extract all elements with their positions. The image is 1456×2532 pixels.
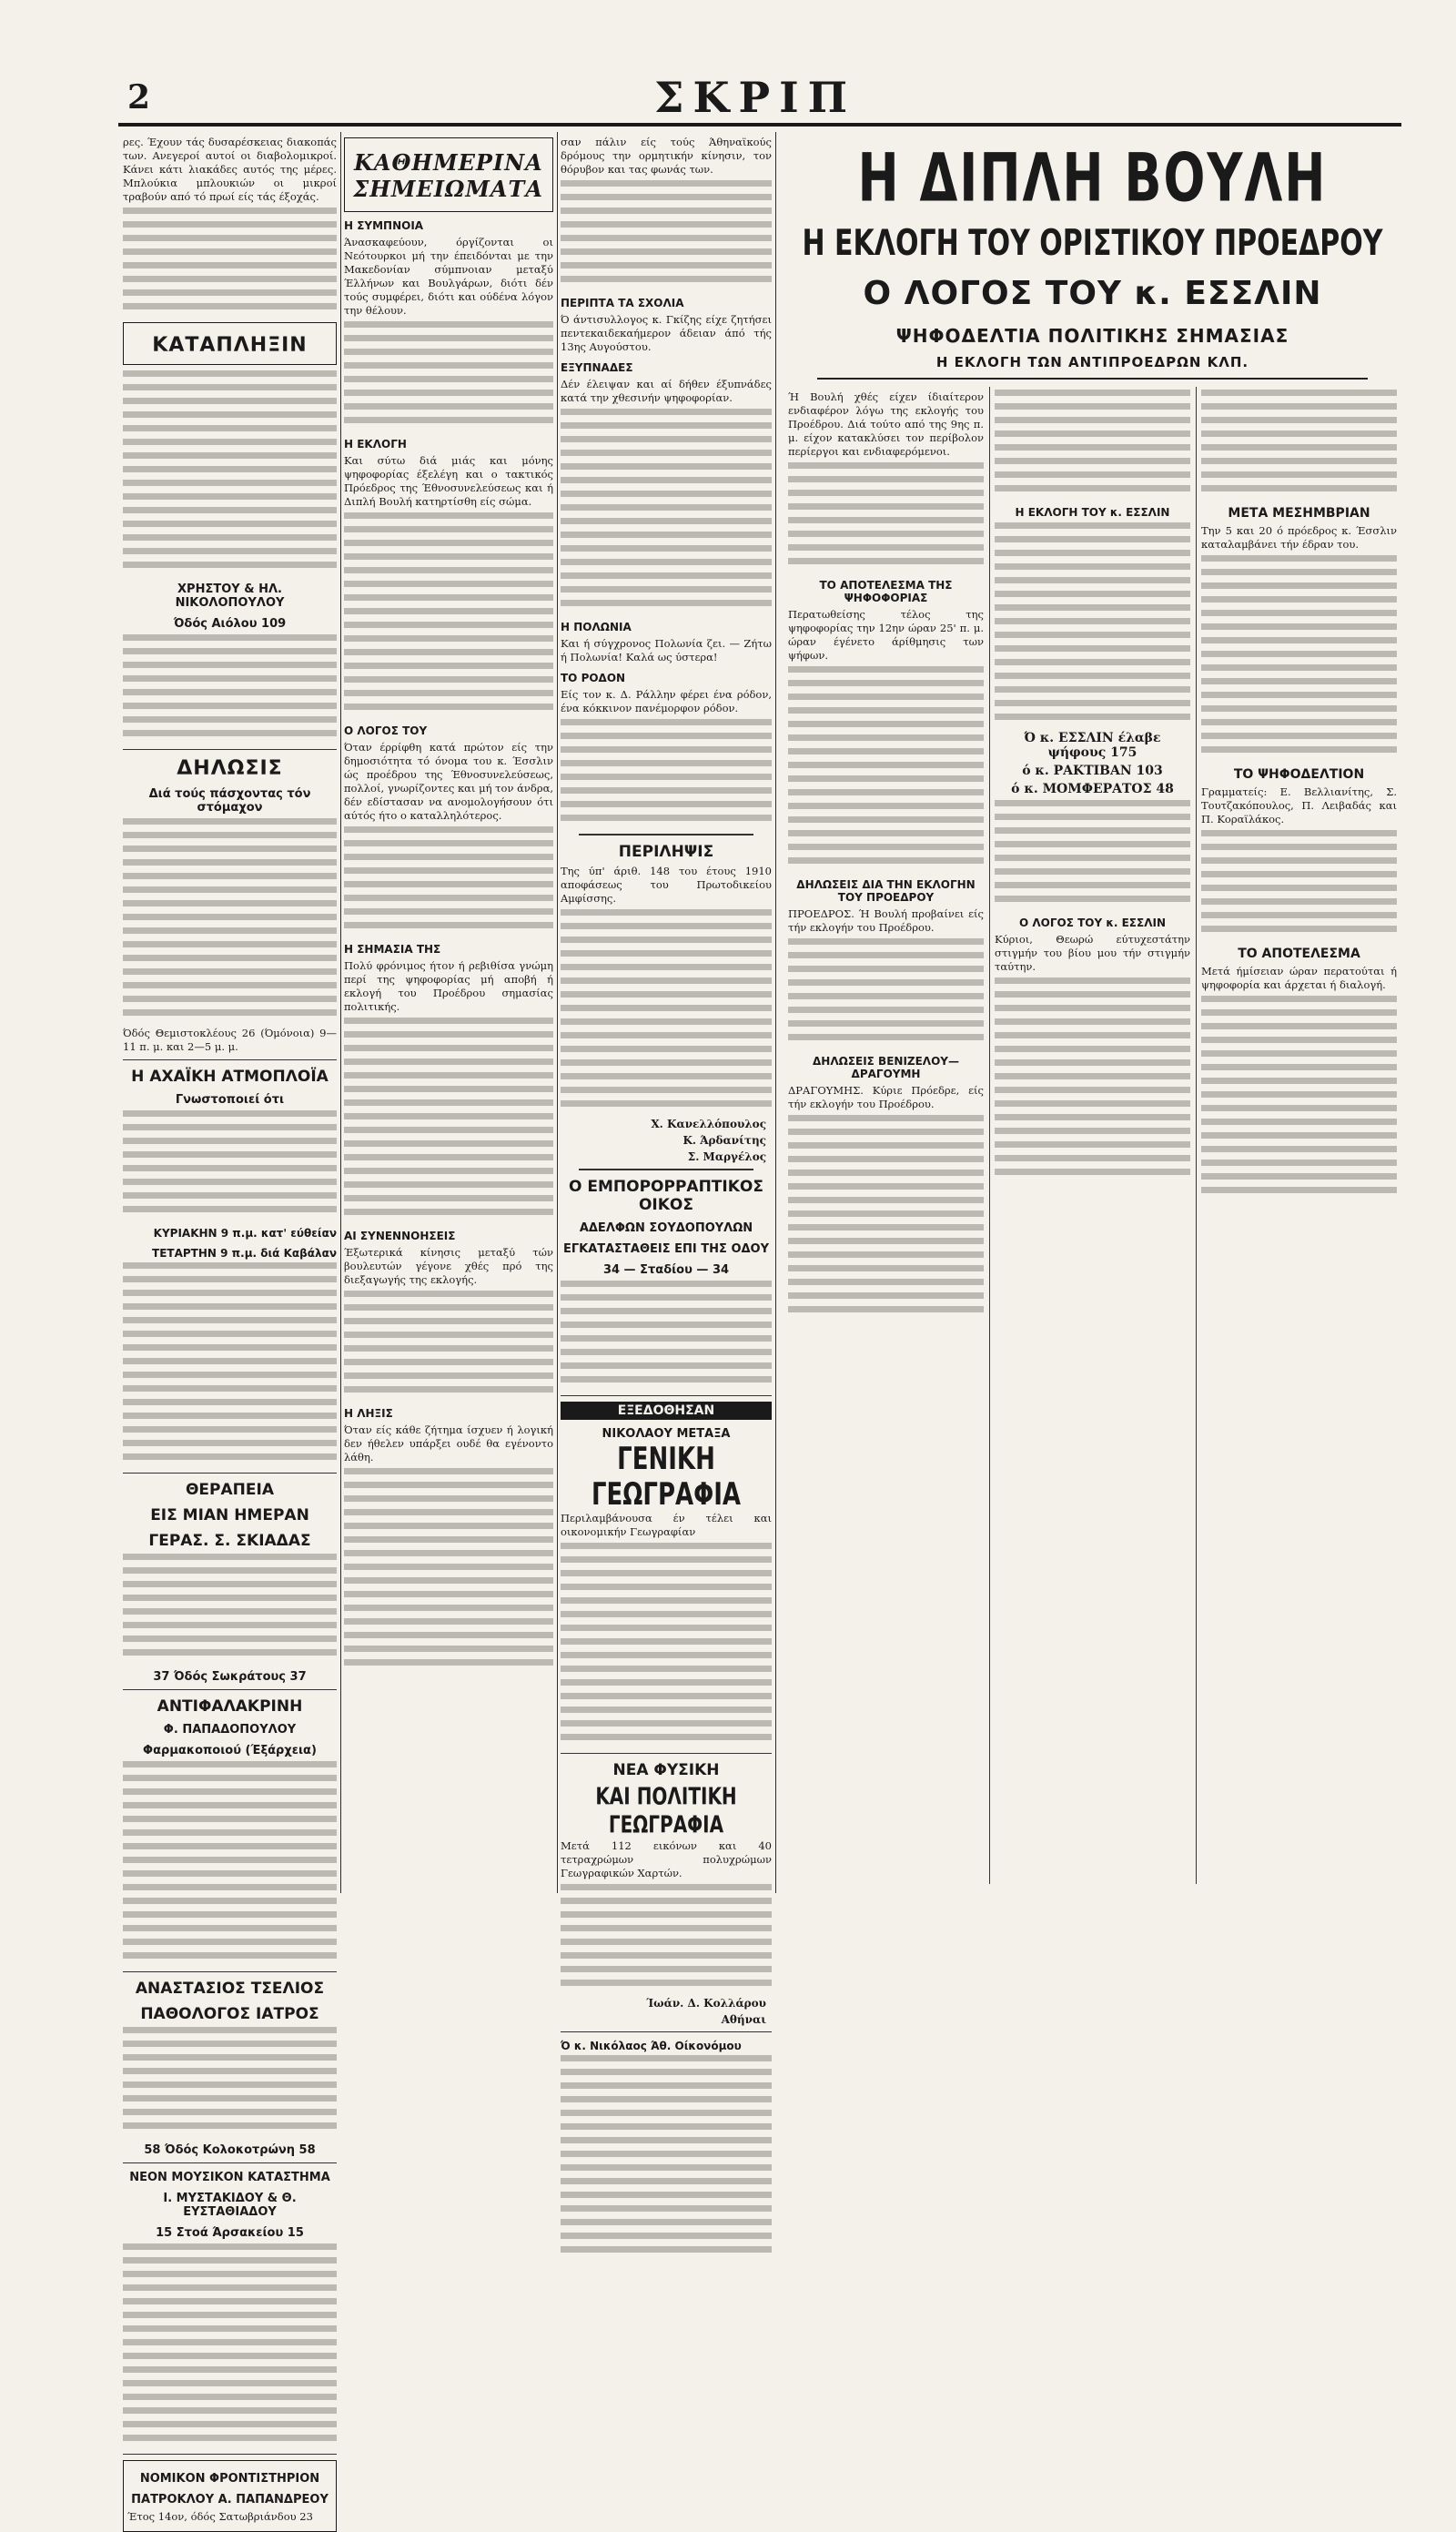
column-3 bbox=[561, 132, 772, 2052]
newspaper-title: ΣΚΡΙΠ bbox=[653, 73, 857, 122]
section-heading: ΤΟ ΡΟΔΟΝ bbox=[561, 672, 626, 684]
daily-notes-box bbox=[344, 137, 553, 212]
ad-title: ΝΕΑ ΦΥΣΙΚΗ bbox=[612, 1761, 720, 1779]
vote-result: Ό κ. ΕΣΣΛΙΝ έλαβε ψήφους 175 bbox=[1024, 731, 1161, 760]
column-title: ΚΑΘΗΜΕΡΙΝΑ bbox=[354, 149, 543, 176]
ad-subtitle: Γνωστοποιεί ότι bbox=[175, 1093, 285, 1107]
section-text: Και ή σύγχρονος Πολωνία ζει. — Ζήτω ή Πολωνία! Καλά ως ύστερα! bbox=[561, 637, 772, 663]
article-text: Γραμματείς: Ε. Βελλιανίτης, Σ. Τουτζακόπουλος, Π. Λειβαδάς και Π. Κοραϊλάκος. bbox=[1201, 785, 1397, 825]
ad-text: Ό κ. Νικόλαος Άθ. Οίκονόμου bbox=[561, 2040, 742, 2052]
body-text-illegible bbox=[995, 977, 1190, 1182]
divider bbox=[123, 1473, 337, 1474]
article-column-1 bbox=[788, 387, 984, 1884]
ad-address: 34 — Σταδίου — 34 bbox=[602, 1263, 730, 1277]
ad-title: ΔΗΛΩΣΙΣ bbox=[177, 757, 283, 780]
section-heading: ΠΕΡΙΠΤΑ ΤΑ ΣΧΟΛΙΑ bbox=[561, 297, 684, 309]
divider bbox=[123, 2162, 337, 2163]
body-text-illegible bbox=[561, 409, 772, 613]
column-rule bbox=[775, 132, 776, 1893]
ad-name: ΓΕΡΑΣ. Σ. ΣΚΙΑΔΑΣ bbox=[148, 1532, 311, 1550]
masthead-rule bbox=[118, 123, 1401, 127]
article-text: ΔΡΑΓΟΥΜΗΣ. Κύριε Πρόεδρε, είς τήν εκλογήν του Προέδρου. bbox=[788, 1084, 984, 1110]
ad-address: Όδός Αιόλου 109 bbox=[173, 617, 287, 631]
body-text-illegible bbox=[344, 1018, 553, 1222]
section-text: Έξωτερικά κίνησις μεταξύ τών βουλευτών γέγονε χθές πρό της διεξαγωγής της εκλογής. bbox=[344, 1246, 553, 1286]
ad-address: 58 Όδός Κολοκοτρώνη 58 bbox=[144, 2143, 316, 2157]
column-rule bbox=[340, 132, 341, 1893]
ad-subtitle: ΚΑΙ ΠΟΛΙΤΙΚΗ ΓΕΩΓΡΑΦΙΑ bbox=[595, 1781, 737, 1839]
body-text-illegible bbox=[561, 1543, 772, 1747]
ad-address: 37 Όδός Σωκράτους 37 bbox=[153, 1670, 307, 1684]
section-heading: Η ΕΚΛΟΓΗ bbox=[344, 438, 407, 451]
section-heading: Η ΣΥΜΠΝΟΙΑ bbox=[344, 219, 424, 232]
body-text-illegible bbox=[344, 1468, 553, 1673]
article-text: Μετά ήμίσειαν ώραν περατούται ή ψηφοφορία και άρχεται ή διαλογή. bbox=[1201, 965, 1397, 991]
ad-title: ΘΕΡΑΠΕΙΑ bbox=[185, 1481, 274, 1499]
section-heading: ΔΗΛΩΣΕΙΣ ΒΕΝΙΖΕΛΟΥ—ΔΡΑΓΟΥΜΗ bbox=[813, 1055, 959, 1080]
article-text: Περατωθείσης τέλος της ψηφοφορίας την 12ην ώραν 25' π. μ. ώραν έγένετο άρίθμησις των ψήφων. bbox=[788, 608, 984, 662]
article-text: Την 5 και 20 ό πρόεδρος κ. Έσσλιν καταλαμβάνει τήν έδραν του. bbox=[1201, 524, 1397, 551]
ad-title: ΚΑΤΑΠΛΗΞΙΝ bbox=[152, 334, 308, 357]
article-column-3 bbox=[1201, 387, 1397, 1884]
column-rule bbox=[1196, 387, 1197, 1884]
article-text: ΠΡΟΕΔΡΟΣ. Ή Βουλή προβαίνει είς τήν εκλογήν του Προέδρου. bbox=[788, 907, 984, 934]
divider bbox=[561, 1753, 772, 1754]
column-rule bbox=[989, 387, 990, 1884]
section-text: Δέν έλειψαν και αί δήθεν έξυπνάδες κατά την χθεσινήν ψηφοφορίαν. bbox=[561, 378, 772, 404]
section-text: Πολύ φρόνιμος ήτον ή ρεβιθίσα γνώμη περί της ψηφοφορίας μή αποβή ή εκλογή του Προέδρου σημασίας πολιτικής. bbox=[344, 959, 553, 1013]
section-text: Άνασκαφεύουν, όργίζονται οι Νεότουρκοι μή την έπειδόνται με την Μακεδονίαν σύμπνοιαν μεταξύ Έλλήνων και Βουλγάρων, διότι δέν τούς συμφέρει, διότι και ούδένα λόγον την θέλουν. bbox=[344, 236, 553, 317]
ad-address: 15 Στοά Άρσακείου 15 bbox=[156, 2226, 304, 2240]
notice-text: Της ύπ' άριθ. 148 του έτους 1910 αποφάσεως του Πρωτοδικείου Αμφίσσης. bbox=[561, 865, 772, 905]
article-text: Κύριοι, Θεωρώ εύτυχεστάτην στιγμήν του βίου μου τήν στιγμήν ταύτην. bbox=[995, 933, 1190, 973]
main-article bbox=[781, 132, 1404, 1902]
divider bbox=[579, 834, 753, 836]
ad-subtitle: Φαρμακοποιού (Έξάρχεια) bbox=[143, 1744, 317, 1757]
column-rule bbox=[557, 132, 558, 1893]
ad-title: ΝΟΜΙΚΟΝ ΦΡΟΝΤΙΣΤΗΡΙΟΝ bbox=[139, 2472, 320, 2486]
body-text-illegible bbox=[123, 818, 337, 1023]
body-text-illegible bbox=[561, 1884, 772, 1993]
ad-subtitle: ΕΙΣ ΜΙΑΝ ΗΜΕΡΑΝ bbox=[150, 1506, 309, 1524]
ad-subtitle: ΠΑΘΟΛΟΓΟΣ ΙΑΤΡΟΣ bbox=[140, 2005, 319, 2023]
column-2 bbox=[344, 132, 553, 1902]
notice-signature: Χ. Κανελλόπουλος bbox=[651, 1118, 766, 1130]
notice-signature: Κ. Άρδανίτης bbox=[682, 1134, 766, 1147]
body-text-illegible bbox=[123, 2027, 337, 2136]
vote-result: ό κ. ΡΑΚΤΙΒΑΝ 103 bbox=[1022, 764, 1163, 778]
ad-owner: ΧΡΗΣΤΟΥ & ΗΛ. ΝΙΚΟΛΟΠΟΥΛΟΥ bbox=[175, 582, 285, 610]
ad-signature: Ίωάν. Δ. Κολλάρου bbox=[646, 1997, 766, 2010]
headline-fifth: Η ΕΚΛΟΓΗ ΤΩΝ ΑΝΤΙΠΡΟΕΔΡΩΝ ΚΛΠ. bbox=[935, 354, 1249, 370]
page-number: 2 bbox=[127, 78, 151, 116]
body-text-illegible bbox=[123, 208, 337, 317]
body-text-illegible bbox=[561, 2055, 772, 2260]
ad-author: ΝΙΚΟΛΑΟΥ ΜΕΤΑΞΑ bbox=[602, 1427, 731, 1441]
divider bbox=[123, 1971, 337, 1972]
ad-city: Αθήναι bbox=[721, 2013, 766, 2026]
body-text-illegible bbox=[344, 1291, 553, 1400]
vote-result: ό κ. ΜΟΜΦΕΡΑΤΟΣ 48 bbox=[1011, 782, 1174, 796]
body-text-illegible bbox=[1201, 390, 1397, 499]
ad-schedule: ΤΕΤΑΡΤΗΝ 9 π.μ. διά Καβάλαν bbox=[152, 1247, 337, 1260]
ad-banner: ΕΞΕΔΟΘΗΣΑΝ bbox=[561, 1402, 772, 1420]
article-column-2 bbox=[995, 387, 1190, 1884]
body-text-illegible bbox=[995, 390, 1190, 499]
ad-name: Φ. ΠΑΠΑΔΟΠΟΥΛΟΥ bbox=[163, 1723, 297, 1737]
section-text: Και σύτω διά μιάς και μόνης ψηφοφορίας έξελέγη και ο τακτικός Πρόεδρος της Έθνοσυνελεύσεως και ή Διπλή Βουλή κατηρτίσθη είς σώμα. bbox=[344, 454, 553, 508]
ad-owner: ΠΑΤΡΟΚΛΟΥ Α. ΠΑΠΑΝΔΡΕΟΥ bbox=[131, 2493, 329, 2507]
article-text: Ή Βουλή χθές είχεν ίδιαίτερον ενδιαφέρον λόγω της εκλογής του Προέδρου. Διά τούτο από της 9ης π. μ. είχον κατακλύσει τον περίβολον περίεργοι και ενδιαφερόμενοι. bbox=[788, 390, 984, 458]
section-heading: Η ΛΗΞΙΣ bbox=[344, 1407, 393, 1420]
ad-nomikon bbox=[123, 2460, 337, 2532]
notice-signature: Σ. Μαργέλος bbox=[687, 1150, 766, 1163]
headline-tertiary: Ο ΛΟΓΟΣ ΤΟΥ κ. ΕΣΣΛΙΝ bbox=[863, 275, 1322, 312]
masthead bbox=[118, 73, 1392, 127]
divider bbox=[561, 2031, 772, 2032]
column-1 bbox=[123, 132, 337, 2523]
body-text-illegible bbox=[344, 321, 553, 430]
headline-main: Η ΔΙΠΛΗ ΒΟΥΛΗ bbox=[857, 139, 1328, 218]
ad-address: Έτος 14ον, όδός Σατωβριάνδου 23 bbox=[127, 2510, 313, 2523]
section-text: Όταν είς κάθε ζήτημα ίσχυεν ή λογική δεν ήθελεν υπάρξει ουδέ θα εγένοντο λάθη. bbox=[344, 1423, 553, 1463]
ad-schedule: ΚΥΡΙΑΚΗΝ 9 π.μ. κατ' εύθείαν bbox=[153, 1227, 337, 1240]
section-heading: ΕΞΥΠΝΑΔΕΣ bbox=[561, 361, 633, 374]
body-text-illegible bbox=[123, 1761, 337, 1966]
divider bbox=[123, 1059, 337, 1060]
notice-title: ΠΕΡΙΛΗΨΙΣ bbox=[618, 843, 714, 861]
divider bbox=[561, 1395, 772, 1396]
ad-title: ΝΕΟΝ ΜΟΥΣΙΚΟΝ ΚΑΤΑΣΤΗΜΑ bbox=[129, 2171, 330, 2184]
body-text-illegible bbox=[123, 1262, 337, 1467]
col3-intro: σαν πάλιν είς τούς Άθηναϊκούς δρόμους την ορμητικήν κίνησιν, τον θόρυβον και τας φωνάς των. bbox=[561, 136, 772, 176]
ad-title: ΓΕΝΙΚΗ ΓΕΩΓΡΑΦΙΑ bbox=[591, 1442, 742, 1513]
section-heading: ΔΗΛΩΣΕΙΣ ΔΙΑ ΤΗΝ ΕΚΛΟΓΗΝ ΤΟΥ ΠΡΟΕΔΡΟΥ bbox=[796, 878, 976, 904]
ad-owner: ΑΔΕΛΦΩΝ ΣΟΥΔΟΠΟΥΛΩΝ bbox=[579, 1221, 753, 1235]
divider bbox=[579, 1169, 753, 1170]
divider bbox=[123, 749, 337, 750]
section-heading: Ο ΛΟΓΟΣ ΤΟΥ bbox=[344, 724, 428, 737]
body-text-illegible bbox=[123, 370, 337, 575]
ad-title: ΑΝΤΙΦΑΛΑΚΡΙΝΗ bbox=[157, 1697, 303, 1716]
ad-title: Ο ΕΜΠΟΡΟΡΡΑΠΤΙΚΟΣ ΟΙΚΟΣ bbox=[569, 1178, 763, 1214]
section-heading: ΤΟ ΑΠΟΤΕΛΕΣΜΑ bbox=[1238, 947, 1360, 961]
body-text-illegible bbox=[123, 2243, 337, 2448]
ad-subtitle: Διά τούς πάσχοντας τόν στόμαχον bbox=[148, 787, 311, 815]
body-text-illegible bbox=[344, 512, 553, 717]
body-text-illegible bbox=[995, 800, 1190, 909]
divider bbox=[123, 1689, 337, 1690]
body-text-illegible bbox=[123, 1554, 337, 1663]
section-text: Ό άντισυλλογος κ. Γκίζης είχε ζητήσει πεντεκαιδεκαήμερον άδειαν άπό τής 13ης Αυγούστου. bbox=[561, 313, 772, 353]
body-text-illegible bbox=[788, 1115, 984, 1320]
col1-intro: ρες. Έχουν τάς δυσαρέσκειας διακοπάς των. Ανεγεροί αυτοί οι διαβολομικροί. Κάνει κάτι λιακάδες αυτός της μέρες. Μπλούκια μπλουκιών οι μικροί τραβούν από τό πρωί είς τάς έξοχάς. bbox=[123, 136, 337, 203]
body-text-illegible bbox=[1201, 996, 1397, 1200]
body-text-illegible bbox=[788, 938, 984, 1048]
headline-rule bbox=[817, 378, 1368, 380]
body-text-illegible bbox=[788, 666, 984, 871]
section-heading: ΤΟ ΑΠΟΤΕΛΕΣΜΑ ΤΗΣ ΨΗΦΟΦΟΡΙΑΣ bbox=[819, 579, 953, 604]
body-text-illegible bbox=[995, 522, 1190, 727]
section-heading: Η ΠΟΛΩΝΙΑ bbox=[561, 621, 632, 633]
section-text: Όταν έρρίφθη κατά πρώτον είς την δημοσιότητα τό όνομα του κ. Έσσλιν ώς προέδρου της Έθνοσυνελεύσεως, πολλοί, γνωρίζοντες και μή τον άνδρα, δέν εδίστασαν να ανομολογήσουν ότι αύτός ήτο ο καταλληλότερος. bbox=[344, 741, 553, 822]
body-text-illegible bbox=[561, 1281, 772, 1390]
divider bbox=[123, 2454, 337, 2455]
section-heading: ΤΟ ΨΗΦΟΔΕΛΤΙΟΝ bbox=[1233, 767, 1365, 782]
ad-text: Περιλαμβάνουσα έν τέλει και οικονομικήν Γεωγραφίαν bbox=[561, 1512, 772, 1538]
ad-subtitle: ΕΓΚΑΤΑΣΤΑΘΕΙΣ ΕΠΙ ΤΗΣ ΟΔΟΥ bbox=[562, 1242, 770, 1256]
section-heading: ΜΕΤΑ ΜΕΣΗΜΒΡΙΑΝ bbox=[1228, 506, 1370, 521]
body-text-illegible bbox=[561, 719, 772, 828]
ad-katapliksin bbox=[123, 322, 337, 365]
ad-title: ΑΝΑΣΤΑΣΙΟΣ ΤΣΕΛΙΟΣ bbox=[135, 1980, 325, 1998]
body-text-illegible bbox=[1201, 555, 1397, 760]
section-heading: Η ΕΚΛΟΓΗ ΤΟΥ κ. ΕΣΣΛΙΝ bbox=[1015, 506, 1170, 519]
ad-address: Όδός Θεμιστοκλέους 26 (Όμόνοια) 9—11 π. μ. και 2—5 μ. μ. bbox=[123, 1027, 337, 1053]
body-text-illegible bbox=[344, 826, 553, 936]
headline-secondary: Η ΕΚΛΟΓΗ ΤΟΥ ΟΡΙΣΤΙΚΟΥ ΠΡΟΕΔΡΟΥ bbox=[802, 223, 1383, 265]
section-heading: Ο ΛΟΓΟΣ ΤΟΥ κ. ΕΣΣΛΙΝ bbox=[1019, 917, 1166, 929]
body-text-illegible bbox=[123, 1110, 337, 1220]
section-heading: ΑΙ ΣΥΝΕΝΝΟΗΣΕΙΣ bbox=[344, 1230, 456, 1242]
ad-owner: Ι. ΜΥΣΤΑΚΙΔΟΥ & Θ. ΕΥΣΤΑΘΙΑΔΟΥ bbox=[163, 2192, 297, 2219]
body-text-illegible bbox=[788, 462, 984, 572]
section-text: Είς τον κ. Δ. Ράλλην φέρει ένα ρόδον, ένα κόκκινον πανέμορφον ρόδον. bbox=[561, 688, 772, 714]
body-text-illegible bbox=[123, 634, 337, 744]
body-text-illegible bbox=[1201, 830, 1397, 939]
headline-quaternary: ΨΗΦΟΔΕΛΤΙΑ ΠΟΛΙΤΙΚΗΣ ΣΗΜΑΣΙΑΣ bbox=[895, 325, 1289, 347]
body-text-illegible bbox=[561, 180, 772, 289]
ad-text: Μετά 112 εικόνων και 40 τετραχρώμων πολυχρώμων Γεωγραφικών Χαρτών. bbox=[561, 1839, 772, 1879]
ad-title: Η ΑΧΑΪΚΗ ΑΤΜΟΠΛΟΪΑ bbox=[131, 1068, 329, 1086]
column-title: ΣΗΜΕΙΩΜΑΤΑ bbox=[353, 176, 543, 202]
body-text-illegible bbox=[561, 909, 772, 1114]
section-heading: Η ΣΗΜΑΣΙΑ ΤΗΣ bbox=[344, 943, 441, 956]
